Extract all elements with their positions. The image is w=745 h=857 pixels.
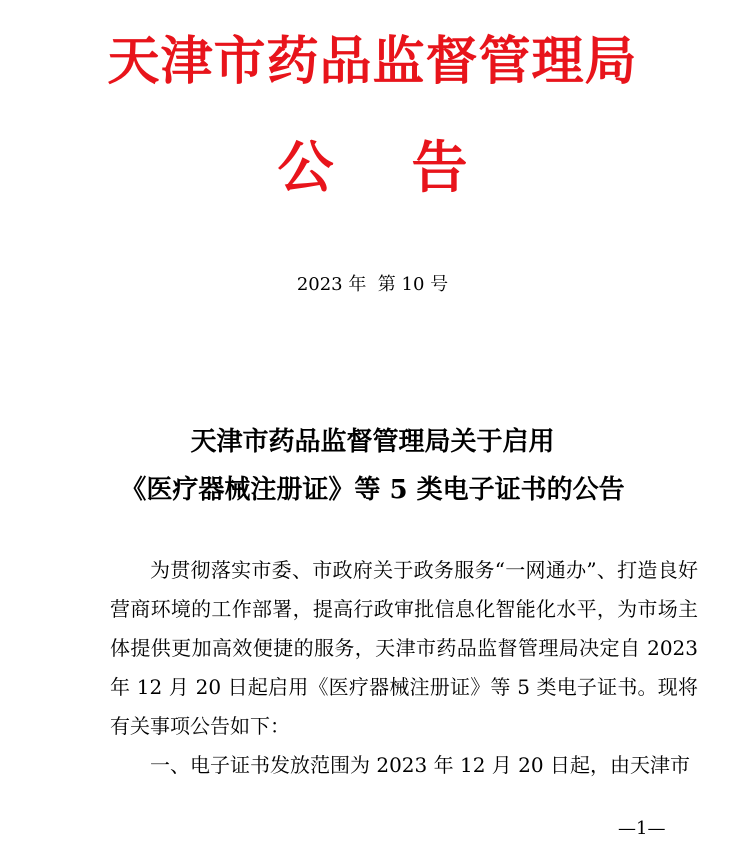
body-paragraph-intro: 为贯彻落实市委、市政府关于政务服务“一网通办”、打造良好营商环境的工作部署，提高行政审批信息化智能化水平，为市场主体提供更加高效便捷的服务，天津市药品监督管理局决定自 2023 年 12 月 20 日起启用《医疗器械注册证》等 5 类电子证书。现将有关事项公告如下： [110, 558, 698, 738]
document-number: 2023 年 第 10 号 [296, 274, 449, 295]
page-number: —1— [618, 818, 666, 839]
body-paragraph-item-1: 一、电子证书发放范围为 2023 年 12 月 20 日起，由天津市 [150, 753, 690, 777]
document-title-line-1: 天津市药品监督管理局关于启用 [190, 427, 555, 457]
issuing-organization-header: 天津市药品监督管理局 [107, 31, 638, 92]
document-type-header: 公告 [277, 135, 546, 201]
document-title-line-2: 《医疗器械注册证》等 5 类电子证书的公告 [120, 475, 625, 505]
document-title [0, 418, 745, 514]
document-body [110, 551, 698, 785]
